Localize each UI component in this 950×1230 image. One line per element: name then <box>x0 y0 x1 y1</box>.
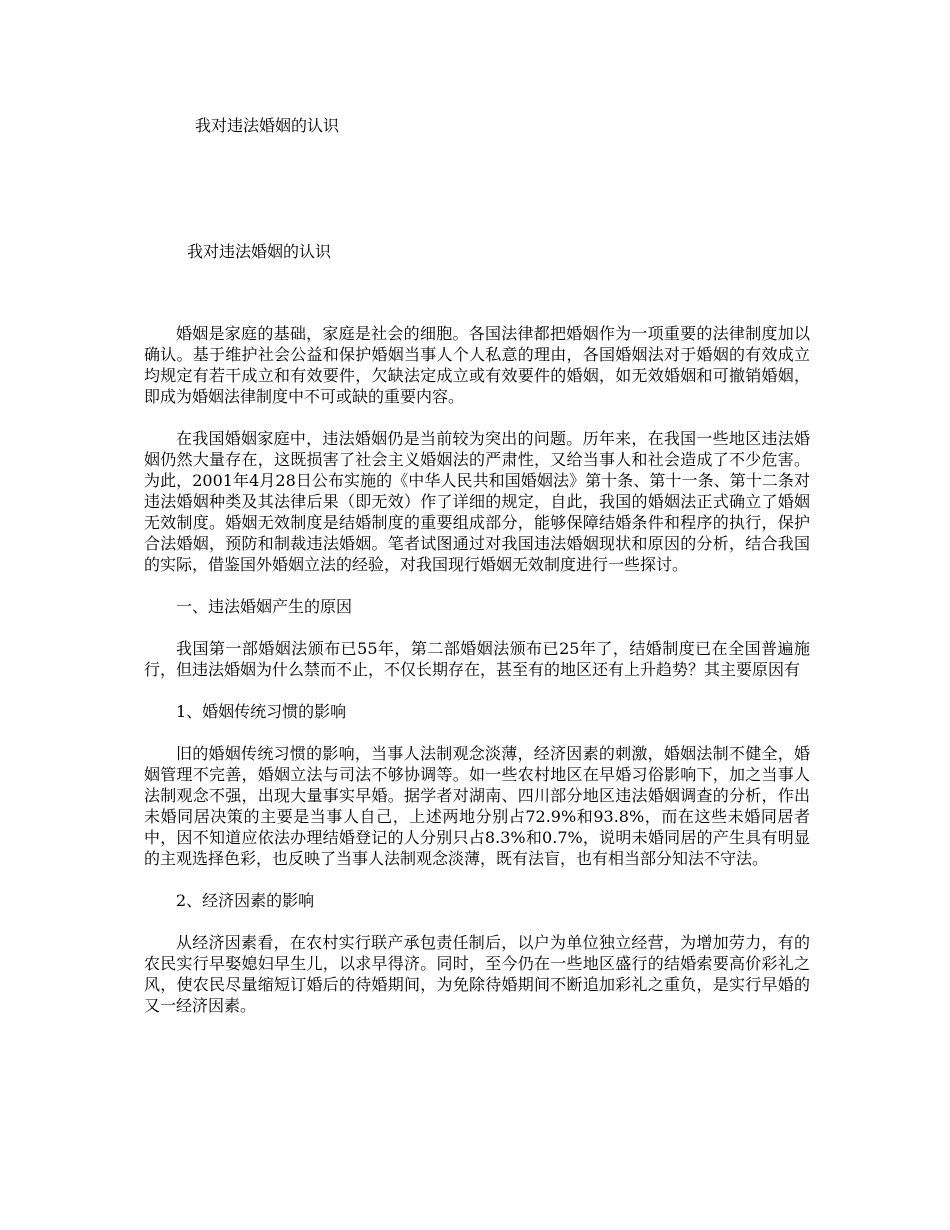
header-title: 我对违法婚姻的认识 <box>195 116 340 135</box>
subsection-heading-economy: 2、经济因素的影响 <box>176 891 315 910</box>
paragraph-intro: 婚姻是家庭的基础，家庭是社会的细胞。各国法律都把婚姻作为一项重要的法律制度加以确认。基于维护社会公益和保护婚姻当事人个人私意的理由，各国婚姻法对于婚姻的有效成立均规定有若干成立和有效要件，欠缺法定成立或有效要件的婚姻，如无效婚姻和可撤销婚姻，即成为婚姻法律制度中不可或缺的重要内容。 <box>144 324 810 406</box>
section-heading-causes: 一、违法婚姻产生的原因 <box>176 597 353 616</box>
subsection-heading-tradition: 1、婚姻传统习惯的影响 <box>176 702 347 721</box>
paragraph-economy: 从经济因素看，在农村实行联产承包责任制后，以户为单位独立经营，为增加劳力，有的农民实行早娶媳妇早生儿，以求早得济。同时，至今仍在一些地区盛行的结婚索要高价彩礼之风，使农民尽量缩短订婚后的待婚期间，为免除待婚期间不断追加彩礼之重负，是实行早婚的又一经济因素。 <box>144 933 810 1015</box>
document-title: 我对违法婚姻的认识 <box>187 242 332 261</box>
paragraph-causes-intro: 我国第一部婚姻法颁布已55年，第二部婚姻法颁布已25年了，结婚制度已在全国普遍施行，但违法婚姻为什么禁而不止，不仅长期存在，甚至有的地区还有上升趋势？其主要原因有 <box>144 639 810 679</box>
paragraph-background: 在我国婚姻家庭中，违法婚姻仍是当前较为突出的问题。历年来，在我国一些地区违法婚姻仍然大量存在，这既损害了社会主义婚姻法的严肃性，又给当事人和社会造成了不少危害。为此，2001年4月28日公布实施的《中华人民共和国婚姻法》第十条、第十一条、第十二条对违法婚姻种类及其法律后果（即无效）作了详细的规定，自此，我国的婚姻法正式确立了婚姻无效制度。婚姻无效制度是结婚制度的重要组成部分，能够保障结婚条件和程序的执行，保护合法婚姻，预防和制裁违法婚姻。笔者试图通过对我国违法婚姻现状和原因的分析，结合我国的实际，借鉴国外婚姻立法的经验，对我国现行婚姻无效制度进行一些探讨。 <box>144 429 810 574</box>
paragraph-tradition: 旧的婚姻传统习惯的影响，当事人法制观念淡薄，经济因素的刺激，婚姻法制不健全，婚姻管理不完善，婚姻立法与司法不够协调等。如一些农村地区在早婚习俗影响下，加之当事人法制观念不强，出现大量事实早婚。据学者对湖南、四川部分地区违法婚姻调查的分析，作出未婚同居决策的主要是当事人自己，上述两地分别占72.9%和93.8%，而在这些未婚同居者中，因不知道应依法办理结婚登记的人分别只占8.3%和0.7%，说明未婚同居的产生具有明显的主观选择色彩，也反映了当事人法制观念淡薄，既有法盲，也有相当部分知法不守法。 <box>144 744 810 868</box>
document-body <box>144 323 810 1037</box>
